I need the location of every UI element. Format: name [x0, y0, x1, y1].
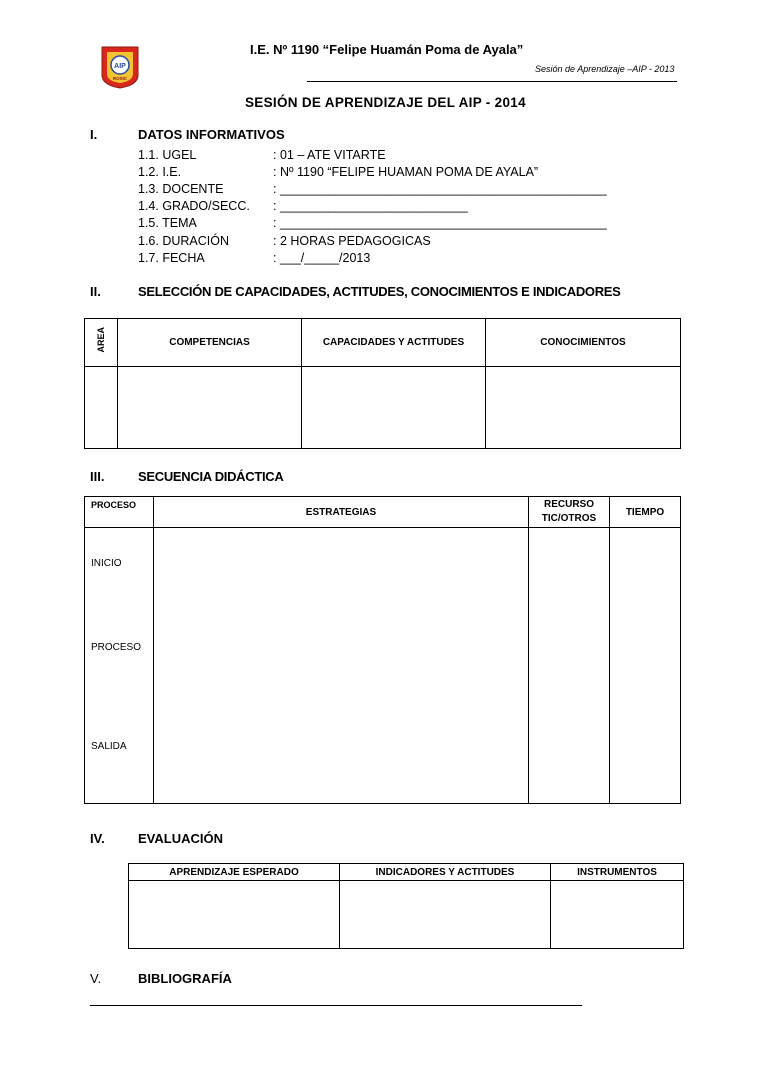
logo-icon [100, 45, 140, 89]
datos-label-6: 1.6. DURACIÓN [138, 234, 229, 248]
section-4-number: IV. [90, 831, 105, 846]
capacidades-header: CAPACIDADES Y ACTITUDES [302, 319, 486, 367]
section-3-number: III. [90, 469, 105, 484]
section-1-number: I. [90, 127, 98, 142]
datos-value-7: : ___/_____/2013 [273, 251, 371, 265]
datos-label-4: 1.4. GRADO/SECC. [138, 199, 250, 213]
recurso-label: RECURSO [543, 499, 594, 510]
datos-value-6: : 2 HORAS PEDAGOGICAS [273, 234, 431, 248]
area-label: AREA [96, 327, 106, 353]
bibliografia-line [90, 1005, 582, 1006]
conocimientos-header: CONOCIMIENTOS [486, 319, 681, 367]
phase-proceso: PROCESO [91, 642, 142, 653]
school-name: I.E. Nº 1190 “Felipe Huamán Poma de Ayala” [250, 42, 524, 57]
datos-label-1: 1.1. UGEL [138, 148, 197, 162]
datos-label-5: 1.5. TEMA [138, 216, 197, 230]
indicadores-header: INDICADORES Y ACTITUDES [340, 864, 551, 881]
school-logo [100, 45, 140, 89]
instrumentos-cell[interactable] [551, 881, 684, 949]
evaluacion-table [128, 863, 684, 949]
tiempo-header: TIEMPO [610, 497, 681, 528]
svg-text:ROSIC: ROSIC [112, 76, 128, 81]
datos-value-1: : 01 – ATE VITARTE [273, 148, 386, 162]
datos-label-2: 1.2. I.E. [138, 165, 182, 179]
section-2-number: II. [90, 284, 101, 299]
svg-text:AIP: AIP [114, 63, 126, 70]
section-3-title: SECUENCIA DIDÁCTICA [138, 469, 284, 484]
datos-value-4: : ___________________________ [273, 199, 468, 213]
section-4-title: EVALUACIÓN [138, 831, 223, 846]
datos-label-3: 1.3. DOCENTE [138, 182, 224, 196]
conocimientos-cell[interactable] [486, 367, 681, 449]
area-cell[interactable] [85, 367, 118, 449]
recurso-header [529, 497, 610, 528]
secuencia-table [84, 496, 681, 804]
section-5-title: BIBLIOGRAFÍA [138, 971, 232, 986]
area-header [85, 319, 118, 367]
proceso-header: PROCESO [85, 497, 154, 528]
competencias-cell[interactable] [118, 367, 302, 449]
capacidades-table [84, 318, 681, 449]
capacidades-cell[interactable] [302, 367, 486, 449]
estrategias-header: ESTRATEGIAS [154, 497, 529, 528]
aprendizaje-cell[interactable] [129, 881, 340, 949]
page-title: SESIÓN DE APRENDIZAJE DEL AIP - 2014 [245, 95, 526, 110]
section-2-title: SELECCIÓN DE CAPACIDADES, ACTITUDES, CONOCIMIENTOS E INDICADORES [138, 284, 621, 299]
header-rule [307, 81, 677, 82]
phases-cell [85, 528, 154, 804]
estrategias-cell[interactable] [154, 528, 529, 804]
competencias-header: COMPETENCIAS [118, 319, 302, 367]
phase-inicio: INICIO [91, 558, 122, 569]
section-1-title: DATOS INFORMATIVOS [138, 127, 285, 142]
datos-value-3: : _______________________________________________ [273, 182, 607, 196]
tic-label: TIC/OTROS [541, 513, 597, 524]
datos-value-2: : Nº 1190 “FELIPE HUAMAN POMA DE AYALA” [273, 165, 539, 179]
indicadores-cell[interactable] [340, 881, 551, 949]
aprendizaje-header: APRENDIZAJE ESPERADO [129, 864, 340, 881]
recurso-cell[interactable] [529, 528, 610, 804]
datos-label-7: 1.7. FECHA [138, 251, 205, 265]
datos-value-5: : _______________________________________________ [273, 216, 607, 230]
subheader: Sesión de Aprendizaje –AIP - 2013 [535, 64, 675, 74]
section-5-number: V. [90, 971, 102, 986]
instrumentos-header: INSTRUMENTOS [551, 864, 684, 881]
phase-salida: SALIDA [91, 741, 127, 752]
tiempo-cell[interactable] [610, 528, 681, 804]
